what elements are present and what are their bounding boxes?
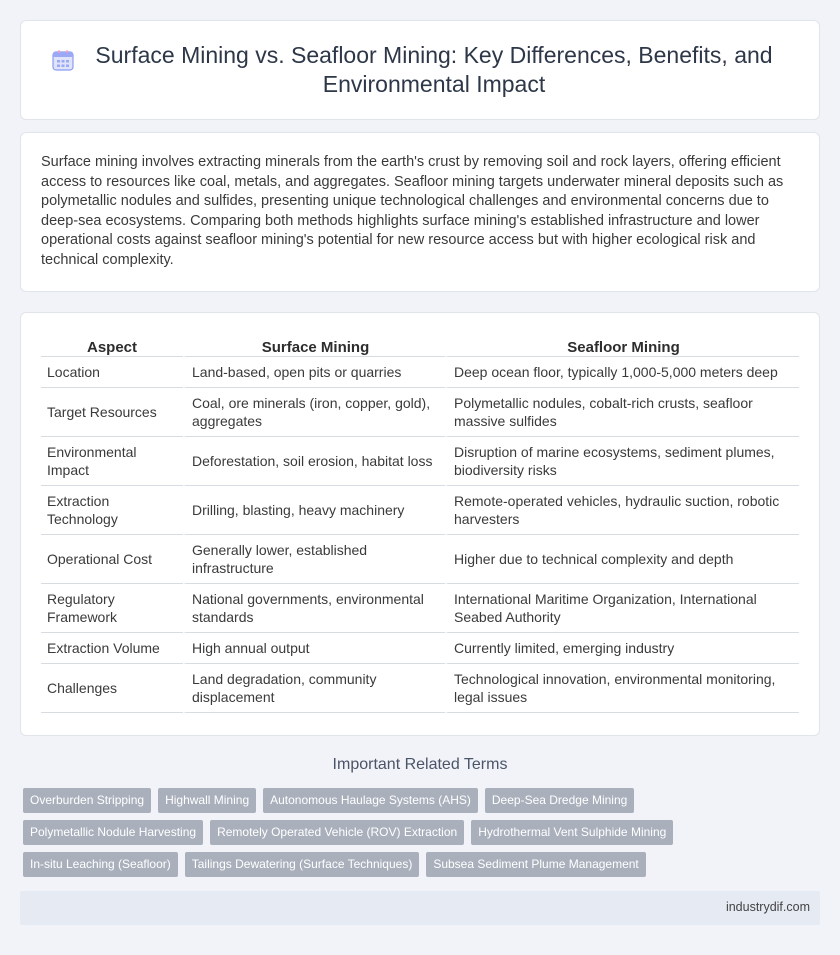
comparison-table [41, 333, 799, 713]
table-cell-surface: Drilling, blasting, heavy machinery [183, 486, 445, 535]
table-cell-aspect: Operational Cost [41, 535, 183, 584]
table-cell-aspect: Target Resources [41, 388, 183, 437]
table-cell-seafloor: Technological innovation, environmental monitoring, legal issues [445, 664, 799, 713]
tag-row [23, 820, 723, 852]
footer-bar [20, 891, 820, 925]
table-cell-surface: Land-based, open pits or quarries [183, 357, 445, 388]
table-row [41, 486, 799, 535]
table-row [41, 633, 799, 664]
tag-row [23, 852, 723, 884]
table-cell-surface: High annual output [183, 633, 445, 664]
table-cell-aspect: Environmental Impact [41, 437, 183, 486]
table-cell-surface: Deforestation, soil erosion, habitat loss [183, 437, 445, 486]
related-term-tag[interactable]: Hydrothermal Vent Sulphide Mining [471, 820, 673, 845]
table-cell-seafloor: International Maritime Organization, International Seabed Authority [445, 584, 799, 633]
table-row [41, 664, 799, 713]
table-cell-seafloor: Deep ocean floor, typically 1,000-5,000 meters deep [445, 357, 799, 388]
column-header-aspect: Aspect [41, 333, 183, 357]
table-row [41, 388, 799, 437]
table-cell-aspect: Regulatory Framework [41, 584, 183, 633]
comparison-card [20, 312, 820, 736]
table-cell-aspect: Extraction Technology [41, 486, 183, 535]
table-cell-aspect: Challenges [41, 664, 183, 713]
related-term-tag[interactable]: Overburden Stripping [23, 788, 151, 813]
table-row [41, 535, 799, 584]
table-cell-seafloor: Currently limited, emerging industry [445, 633, 799, 664]
related-term-tag[interactable]: In-situ Leaching (Seafloor) [23, 852, 178, 877]
table-row [41, 357, 799, 388]
header-card [20, 20, 820, 120]
table-cell-seafloor: Disruption of marine ecosystems, sediment plumes, biodiversity risks [445, 437, 799, 486]
table-row [41, 437, 799, 486]
related-term-tag[interactable]: Deep-Sea Dredge Mining [485, 788, 634, 813]
related-term-tag[interactable]: Highwall Mining [158, 788, 256, 813]
table-cell-seafloor: Higher due to technical complexity and depth [445, 535, 799, 584]
table-header-row [41, 333, 799, 357]
related-term-tag[interactable]: Autonomous Haulage Systems (AHS) [263, 788, 478, 813]
table-cell-aspect: Location [41, 357, 183, 388]
table-cell-surface: Coal, ore minerals (iron, copper, gold), aggregates [183, 388, 445, 437]
page-title: Surface Mining vs. Seafloor Mining: Key Differences, Benefits, and Environmental Impact [95, 42, 773, 97]
table-cell-surface: National governments, environmental standards [183, 584, 445, 633]
table-cell-seafloor: Remote-operated vehicles, hydraulic suction, robotic harvesters [445, 486, 799, 535]
intro-card [20, 132, 820, 292]
related-term-tag[interactable]: Subsea Sediment Plume Management [426, 852, 645, 877]
table-row [41, 584, 799, 633]
column-header-seafloor-mining: Seafloor Mining [445, 333, 799, 357]
table-cell-surface: Land degradation, community displacement [183, 664, 445, 713]
table-cell-surface: Generally lower, established infrastructure [183, 535, 445, 584]
footer-site-link[interactable]: industrydif.com [725, 900, 810, 914]
intro-paragraph: Surface mining involves extracting minerals from the earth's crust by removing soil and rock layers, offering efficient access to resources like coal, metals, and aggregates. Seafloor mining targets underwater mineral deposits such as polymetallic nodules and sulfides, presenting unique technological challenges and environmental concerns due to deep-sea ecosystems. Comparing both methods highlights surface mining's established infrastructure and lower operational costs against seafloor mining's potential for new resource access but with higher ecological risk and technical complexity. [41, 154, 784, 268]
table-cell-aspect: Extraction Volume [41, 633, 183, 664]
column-header-surface-mining: Surface Mining [183, 333, 445, 357]
related-term-tag[interactable]: Tailings Dewatering (Surface Techniques) [185, 852, 420, 877]
table-cell-seafloor: Polymetallic nodules, cobalt-rich crusts, seafloor massive sulfides [445, 388, 799, 437]
related-terms-title: Important Related Terms [332, 756, 508, 773]
tag-row [23, 788, 723, 820]
related-term-tag[interactable]: Polymetallic Nodule Harvesting [23, 820, 203, 845]
related-term-tag[interactable]: Remotely Operated Vehicle (ROV) Extraction [210, 820, 464, 845]
related-terms-tags [23, 788, 723, 884]
